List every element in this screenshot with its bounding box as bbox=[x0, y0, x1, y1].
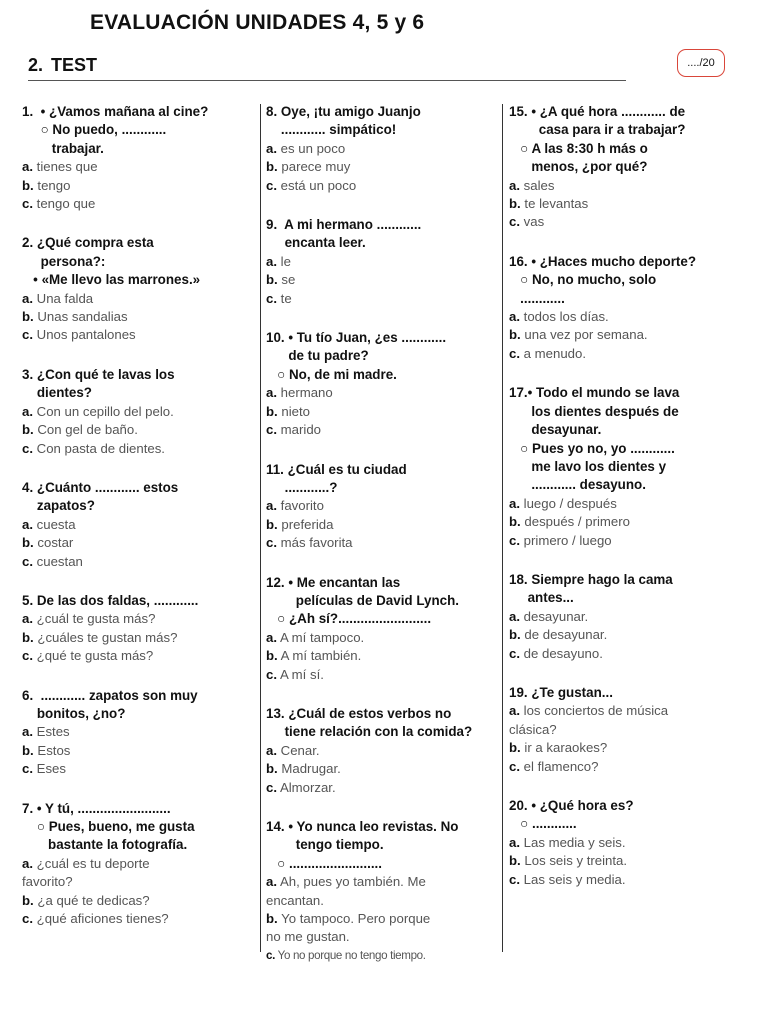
answer-option bbox=[22, 742, 256, 760]
option-text: Las media y seis. bbox=[523, 834, 626, 850]
question-text: ○ ......................... bbox=[266, 855, 382, 871]
question-text: 14. • Yo nunca leo revistas. No bbox=[266, 819, 459, 834]
option-letter: c. bbox=[22, 327, 33, 343]
answer-option bbox=[266, 534, 498, 552]
question-text: encanta leer. bbox=[266, 235, 366, 251]
option-letter: b. bbox=[22, 742, 34, 758]
option-text: Con un cepillo del pelo. bbox=[36, 403, 174, 419]
answer-option bbox=[266, 497, 498, 515]
question-block bbox=[22, 103, 256, 213]
option-text: tengo que bbox=[36, 196, 96, 212]
answer-option bbox=[22, 760, 256, 778]
option-text: Unos pantalones bbox=[36, 327, 136, 343]
answer-option bbox=[509, 834, 745, 852]
question-text: 20. • ¿Qué hora es? bbox=[509, 798, 634, 813]
answer-option bbox=[22, 403, 256, 421]
question-text: 16. • ¿Haces mucho deporte? bbox=[509, 253, 696, 269]
option-text: de desayuno. bbox=[523, 645, 603, 661]
answer-option bbox=[266, 140, 498, 158]
option-letter: a. bbox=[266, 874, 277, 890]
question-block bbox=[22, 479, 256, 571]
option-letter: a. bbox=[22, 855, 33, 871]
option-letter: b. bbox=[266, 403, 278, 419]
option-letter: a. bbox=[266, 629, 277, 645]
option-text: cuesta bbox=[36, 516, 76, 532]
section-heading bbox=[28, 55, 97, 76]
answer-option bbox=[22, 723, 256, 741]
option-letter: c. bbox=[266, 666, 277, 682]
question-text: 5. De las dos faldas, ............ bbox=[22, 592, 199, 608]
option-text: Las seis y media. bbox=[523, 871, 626, 887]
option-text: nieto bbox=[281, 403, 311, 419]
answer-option bbox=[509, 645, 745, 663]
question-text: bastante la fotografía. bbox=[22, 837, 188, 853]
question-text: 17.• Todo el mundo se lava bbox=[509, 385, 680, 401]
option-text: Ah, pues yo también. Me bbox=[279, 874, 426, 890]
question-text: menos, ¿por qué? bbox=[509, 159, 648, 175]
answer-option bbox=[509, 513, 745, 531]
answer-option bbox=[22, 873, 256, 891]
section-number: 2. bbox=[28, 55, 44, 75]
option-text: costar bbox=[37, 535, 74, 551]
question-block bbox=[266, 461, 498, 553]
option-letter: c. bbox=[22, 911, 33, 927]
option-text: parece muy bbox=[281, 159, 351, 175]
answer-option bbox=[509, 213, 745, 231]
answer-option bbox=[509, 345, 745, 363]
option-letter: b. bbox=[509, 327, 521, 343]
answer-option bbox=[22, 440, 256, 458]
option-text: Cenar. bbox=[280, 742, 320, 758]
option-letter: c. bbox=[266, 948, 275, 962]
option-text: A mí también. bbox=[280, 648, 362, 664]
option-text: te levantas bbox=[524, 196, 589, 212]
answer-option bbox=[509, 326, 745, 344]
option-letter: a. bbox=[22, 611, 33, 627]
option-letter: a. bbox=[509, 177, 520, 193]
option-text: Una falda bbox=[36, 290, 94, 306]
question-text: 18. Siempre hago la cama bbox=[509, 571, 673, 587]
question-block bbox=[266, 705, 498, 797]
answer-option bbox=[22, 308, 256, 326]
option-letter: b. bbox=[509, 740, 521, 756]
option-letter: b. bbox=[509, 514, 521, 530]
option-letter: c. bbox=[509, 532, 520, 548]
answer-option bbox=[22, 421, 256, 439]
option-text: después / primero bbox=[524, 514, 630, 530]
option-letter: c. bbox=[266, 290, 277, 306]
question-text: trabajar. bbox=[22, 140, 104, 156]
option-text: marido bbox=[280, 422, 321, 438]
option-text: a menudo. bbox=[523, 345, 586, 361]
question-text: de tu padre? bbox=[266, 348, 369, 364]
option-letter: b. bbox=[509, 853, 521, 869]
option-letter: c. bbox=[22, 553, 33, 569]
question-text: 12. • Me encantan las bbox=[266, 574, 401, 590]
header-divider bbox=[28, 80, 626, 81]
answer-option bbox=[509, 626, 745, 644]
answer-option bbox=[266, 158, 498, 176]
answer-option bbox=[266, 253, 498, 271]
option-letter: c. bbox=[509, 645, 520, 661]
answer-option bbox=[266, 947, 498, 965]
option-text: ¿cuál te gusta más? bbox=[36, 611, 156, 627]
question-text: 2. ¿Qué compra esta bbox=[22, 235, 154, 251]
answer-option bbox=[266, 779, 498, 797]
option-letter: a. bbox=[509, 309, 520, 325]
question-block bbox=[22, 234, 256, 344]
answer-option bbox=[266, 666, 498, 684]
option-text: Los seis y treinta. bbox=[524, 853, 628, 869]
question-text: ○ No, no mucho, solo bbox=[509, 272, 657, 288]
answer-option bbox=[509, 721, 745, 739]
option-text: Con pasta de dientes. bbox=[36, 440, 165, 456]
question-text: 13. ¿Cuál de estos verbos no bbox=[266, 705, 452, 721]
option-letter: c. bbox=[266, 535, 277, 551]
question-text: 3. ¿Con qué te lavas los bbox=[22, 366, 175, 382]
question-text: ............ simpático! bbox=[266, 122, 397, 138]
option-letter: a. bbox=[22, 290, 33, 306]
question-block bbox=[509, 571, 745, 663]
option-text: ¿qué te gusta más? bbox=[36, 648, 154, 664]
answer-option bbox=[266, 421, 498, 439]
question-block bbox=[266, 329, 498, 439]
option-text: Yo no porque no tengo tiempo. bbox=[277, 948, 426, 962]
column-divider bbox=[502, 104, 503, 952]
question-text: películas de David Lynch. bbox=[266, 592, 459, 608]
option-letter: a. bbox=[266, 140, 277, 156]
answer-option bbox=[266, 873, 498, 891]
question-text: 6. ............ zapatos son muy bbox=[22, 687, 198, 703]
question-text: ○ ¿Ah sí?......................... bbox=[266, 611, 432, 627]
option-letter: a. bbox=[22, 403, 33, 419]
answer-option bbox=[22, 855, 256, 873]
option-text: es un poco bbox=[280, 140, 346, 156]
question-block bbox=[22, 366, 256, 458]
option-letter: c. bbox=[509, 214, 520, 230]
question-text: ○ A las 8:30 h más o bbox=[509, 140, 648, 156]
answer-option bbox=[22, 534, 256, 552]
question-text: • «Me llevo las marrones.» bbox=[22, 272, 201, 288]
score-box: ..../20 bbox=[677, 49, 725, 77]
answer-option bbox=[266, 177, 498, 195]
question-text: persona?: bbox=[22, 253, 106, 269]
questions-column-2 bbox=[266, 103, 498, 986]
option-text: tengo bbox=[37, 177, 71, 193]
answer-option bbox=[266, 403, 498, 421]
option-text: favorito? bbox=[22, 874, 73, 890]
question-text: 7. • Y tú, ......................... bbox=[22, 800, 171, 816]
answer-option bbox=[266, 760, 498, 778]
option-letter: c. bbox=[22, 648, 33, 664]
answer-option bbox=[22, 629, 256, 647]
option-letter: c. bbox=[266, 177, 277, 193]
page-title: EVALUACIÓN UNIDADES 4, 5 y 6 bbox=[90, 11, 425, 34]
answer-option bbox=[266, 271, 498, 289]
answer-option bbox=[509, 608, 745, 626]
answer-option bbox=[509, 758, 745, 776]
answer-option bbox=[509, 177, 745, 195]
question-block bbox=[509, 797, 745, 889]
answer-option bbox=[266, 892, 498, 910]
question-block bbox=[22, 800, 256, 929]
question-text: ○ ............ bbox=[509, 816, 577, 832]
option-text: primero / luego bbox=[523, 532, 612, 548]
option-text: no me gustan. bbox=[266, 929, 350, 945]
question-text: ............ bbox=[509, 290, 565, 306]
question-text: bonitos, ¿no? bbox=[22, 705, 126, 721]
option-letter: c. bbox=[509, 871, 520, 887]
option-text: el flamenco? bbox=[523, 758, 599, 774]
question-text: me lavo los dientes y bbox=[509, 458, 667, 474]
answer-option bbox=[509, 852, 745, 870]
option-letter: c. bbox=[22, 440, 33, 456]
question-text: 8. Oye, ¡tu amigo Juanjo bbox=[266, 104, 421, 119]
question-text: ○ No puedo, ............ bbox=[22, 122, 167, 138]
question-block bbox=[509, 684, 745, 776]
option-text: vas bbox=[523, 214, 545, 230]
option-letter: c. bbox=[509, 758, 520, 774]
option-text: más favorita bbox=[280, 535, 353, 551]
answer-option bbox=[509, 871, 745, 889]
answer-option bbox=[22, 290, 256, 308]
option-letter: b. bbox=[266, 911, 278, 927]
question-block bbox=[509, 103, 745, 232]
answer-option bbox=[22, 195, 256, 213]
question-block bbox=[266, 574, 498, 684]
option-letter: c. bbox=[266, 422, 277, 438]
option-text: favorito bbox=[280, 498, 324, 514]
answer-option bbox=[509, 739, 745, 757]
question-block bbox=[266, 216, 498, 308]
answer-option bbox=[22, 892, 256, 910]
question-text: 1. • ¿Vamos mañana al cine? bbox=[22, 104, 209, 119]
option-text: cuestan bbox=[36, 553, 83, 569]
option-letter: a. bbox=[22, 516, 33, 532]
question-block bbox=[22, 687, 256, 779]
option-letter: c. bbox=[266, 779, 277, 795]
answer-option bbox=[22, 647, 256, 665]
question-text: 19. ¿Te gustan... bbox=[509, 684, 613, 700]
answer-option bbox=[266, 384, 498, 402]
question-text: tiene relación con la comida? bbox=[266, 724, 473, 740]
question-text: ............? bbox=[266, 479, 338, 495]
question-text: 10. • Tu tío Juan, ¿es ............ bbox=[266, 330, 447, 346]
answer-option bbox=[266, 290, 498, 308]
option-text: todos los días. bbox=[523, 309, 609, 325]
option-letter: b. bbox=[509, 196, 521, 212]
option-letter: a. bbox=[266, 742, 277, 758]
option-letter: c. bbox=[22, 761, 33, 777]
answer-option bbox=[509, 308, 745, 326]
option-text: Estos bbox=[37, 742, 71, 758]
answer-option bbox=[22, 553, 256, 571]
answer-option bbox=[509, 702, 745, 720]
answer-option bbox=[22, 158, 256, 176]
option-letter: b. bbox=[509, 627, 521, 643]
question-text: tengo tiempo. bbox=[266, 837, 384, 853]
option-letter: b. bbox=[22, 535, 34, 551]
option-text: te bbox=[280, 290, 292, 306]
answer-option bbox=[22, 610, 256, 628]
option-text: encantan. bbox=[266, 892, 324, 908]
option-text: ¿cuál es tu deporte bbox=[36, 855, 150, 871]
option-text: ¿qué aficiones tienes? bbox=[36, 911, 169, 927]
option-text: A mí tampoco. bbox=[279, 629, 365, 645]
option-text: ¿cuáles te gustan más? bbox=[37, 629, 178, 645]
question-text: 9. A mi hermano ............ bbox=[266, 217, 422, 233]
option-letter: a. bbox=[266, 498, 277, 514]
option-text: preferida bbox=[281, 516, 334, 532]
answer-option bbox=[509, 532, 745, 550]
question-block bbox=[509, 384, 745, 550]
answer-option bbox=[22, 516, 256, 534]
answer-option bbox=[266, 629, 498, 647]
option-letter: b. bbox=[266, 159, 278, 175]
option-letter: a. bbox=[22, 159, 33, 175]
question-block bbox=[266, 103, 498, 195]
option-text: de desayunar. bbox=[524, 627, 608, 643]
question-text: zapatos? bbox=[22, 498, 95, 514]
option-text: está un poco bbox=[280, 177, 357, 193]
option-text: luego / después bbox=[523, 495, 617, 511]
answer-option bbox=[266, 742, 498, 760]
option-letter: b. bbox=[266, 272, 278, 288]
option-text: Estes bbox=[36, 724, 70, 740]
option-letter: a. bbox=[509, 495, 520, 511]
option-letter: a. bbox=[22, 724, 33, 740]
question-text: antes... bbox=[509, 590, 574, 606]
option-text: una vez por semana. bbox=[524, 327, 648, 343]
option-letter: b. bbox=[266, 761, 278, 777]
option-text: A mí sí. bbox=[279, 666, 324, 682]
option-text: sales bbox=[523, 177, 555, 193]
answer-option bbox=[266, 928, 498, 946]
option-text: los conciertos de música bbox=[523, 703, 669, 719]
question-block bbox=[266, 818, 498, 965]
option-text: Yo tampoco. Pero porque bbox=[281, 911, 431, 927]
option-letter: b. bbox=[22, 892, 34, 908]
option-text: Unas sandalias bbox=[37, 309, 128, 325]
question-text: 15. • ¿A qué hora ............ de bbox=[509, 104, 686, 119]
option-letter: b. bbox=[22, 309, 34, 325]
option-text: hermano bbox=[280, 385, 333, 401]
option-letter: c. bbox=[509, 345, 520, 361]
option-letter: b. bbox=[266, 516, 278, 532]
answer-option bbox=[509, 195, 745, 213]
option-text: le bbox=[280, 253, 291, 269]
option-letter: a. bbox=[509, 703, 520, 719]
option-text: Con gel de baño. bbox=[37, 422, 138, 438]
option-text: se bbox=[281, 272, 296, 288]
question-text: dientes? bbox=[22, 385, 92, 401]
option-text: Madrugar. bbox=[281, 761, 341, 777]
question-block bbox=[509, 253, 745, 363]
answer-option bbox=[266, 647, 498, 665]
option-letter: b. bbox=[266, 648, 278, 664]
option-letter: b. bbox=[22, 629, 34, 645]
option-text: clásica? bbox=[509, 721, 557, 737]
question-text: 4. ¿Cuánto ............ estos bbox=[22, 479, 179, 495]
answer-option bbox=[266, 516, 498, 534]
question-block bbox=[22, 592, 256, 666]
option-text: desayunar. bbox=[523, 608, 589, 624]
option-letter: a. bbox=[266, 253, 277, 269]
question-text: desayunar. bbox=[509, 422, 602, 438]
option-text: ¿a qué te dedicas? bbox=[37, 892, 150, 908]
column-divider bbox=[260, 104, 261, 952]
question-text: ○ No, de mi madre. bbox=[266, 366, 397, 382]
option-text: Eses bbox=[36, 761, 66, 777]
option-letter: c. bbox=[22, 196, 33, 212]
question-text: ............ desayuno. bbox=[509, 477, 646, 493]
answer-option bbox=[22, 326, 256, 344]
answer-option bbox=[22, 910, 256, 928]
question-text: casa para ir a trabajar? bbox=[509, 122, 686, 138]
option-text: Almorzar. bbox=[279, 779, 336, 795]
option-letter: a. bbox=[266, 385, 277, 401]
answer-option bbox=[22, 177, 256, 195]
option-text: ir a karaokes? bbox=[524, 740, 608, 756]
questions-column-1 bbox=[22, 103, 256, 949]
answer-option bbox=[509, 495, 745, 513]
questions-column-3 bbox=[509, 103, 745, 910]
question-text: los dientes después de bbox=[509, 403, 679, 419]
question-text: 11. ¿Cuál es tu ciudad bbox=[266, 461, 407, 477]
option-text: tienes que bbox=[36, 159, 98, 175]
answer-option bbox=[266, 910, 498, 928]
question-text: ○ Pues yo no, yo ............ bbox=[509, 440, 675, 456]
option-letter: a. bbox=[509, 608, 520, 624]
section-title: TEST bbox=[51, 55, 98, 75]
question-text: ○ Pues, bueno, me gusta bbox=[22, 819, 195, 834]
option-letter: b. bbox=[22, 422, 34, 438]
option-letter: a. bbox=[509, 834, 520, 850]
option-letter: b. bbox=[22, 177, 34, 193]
